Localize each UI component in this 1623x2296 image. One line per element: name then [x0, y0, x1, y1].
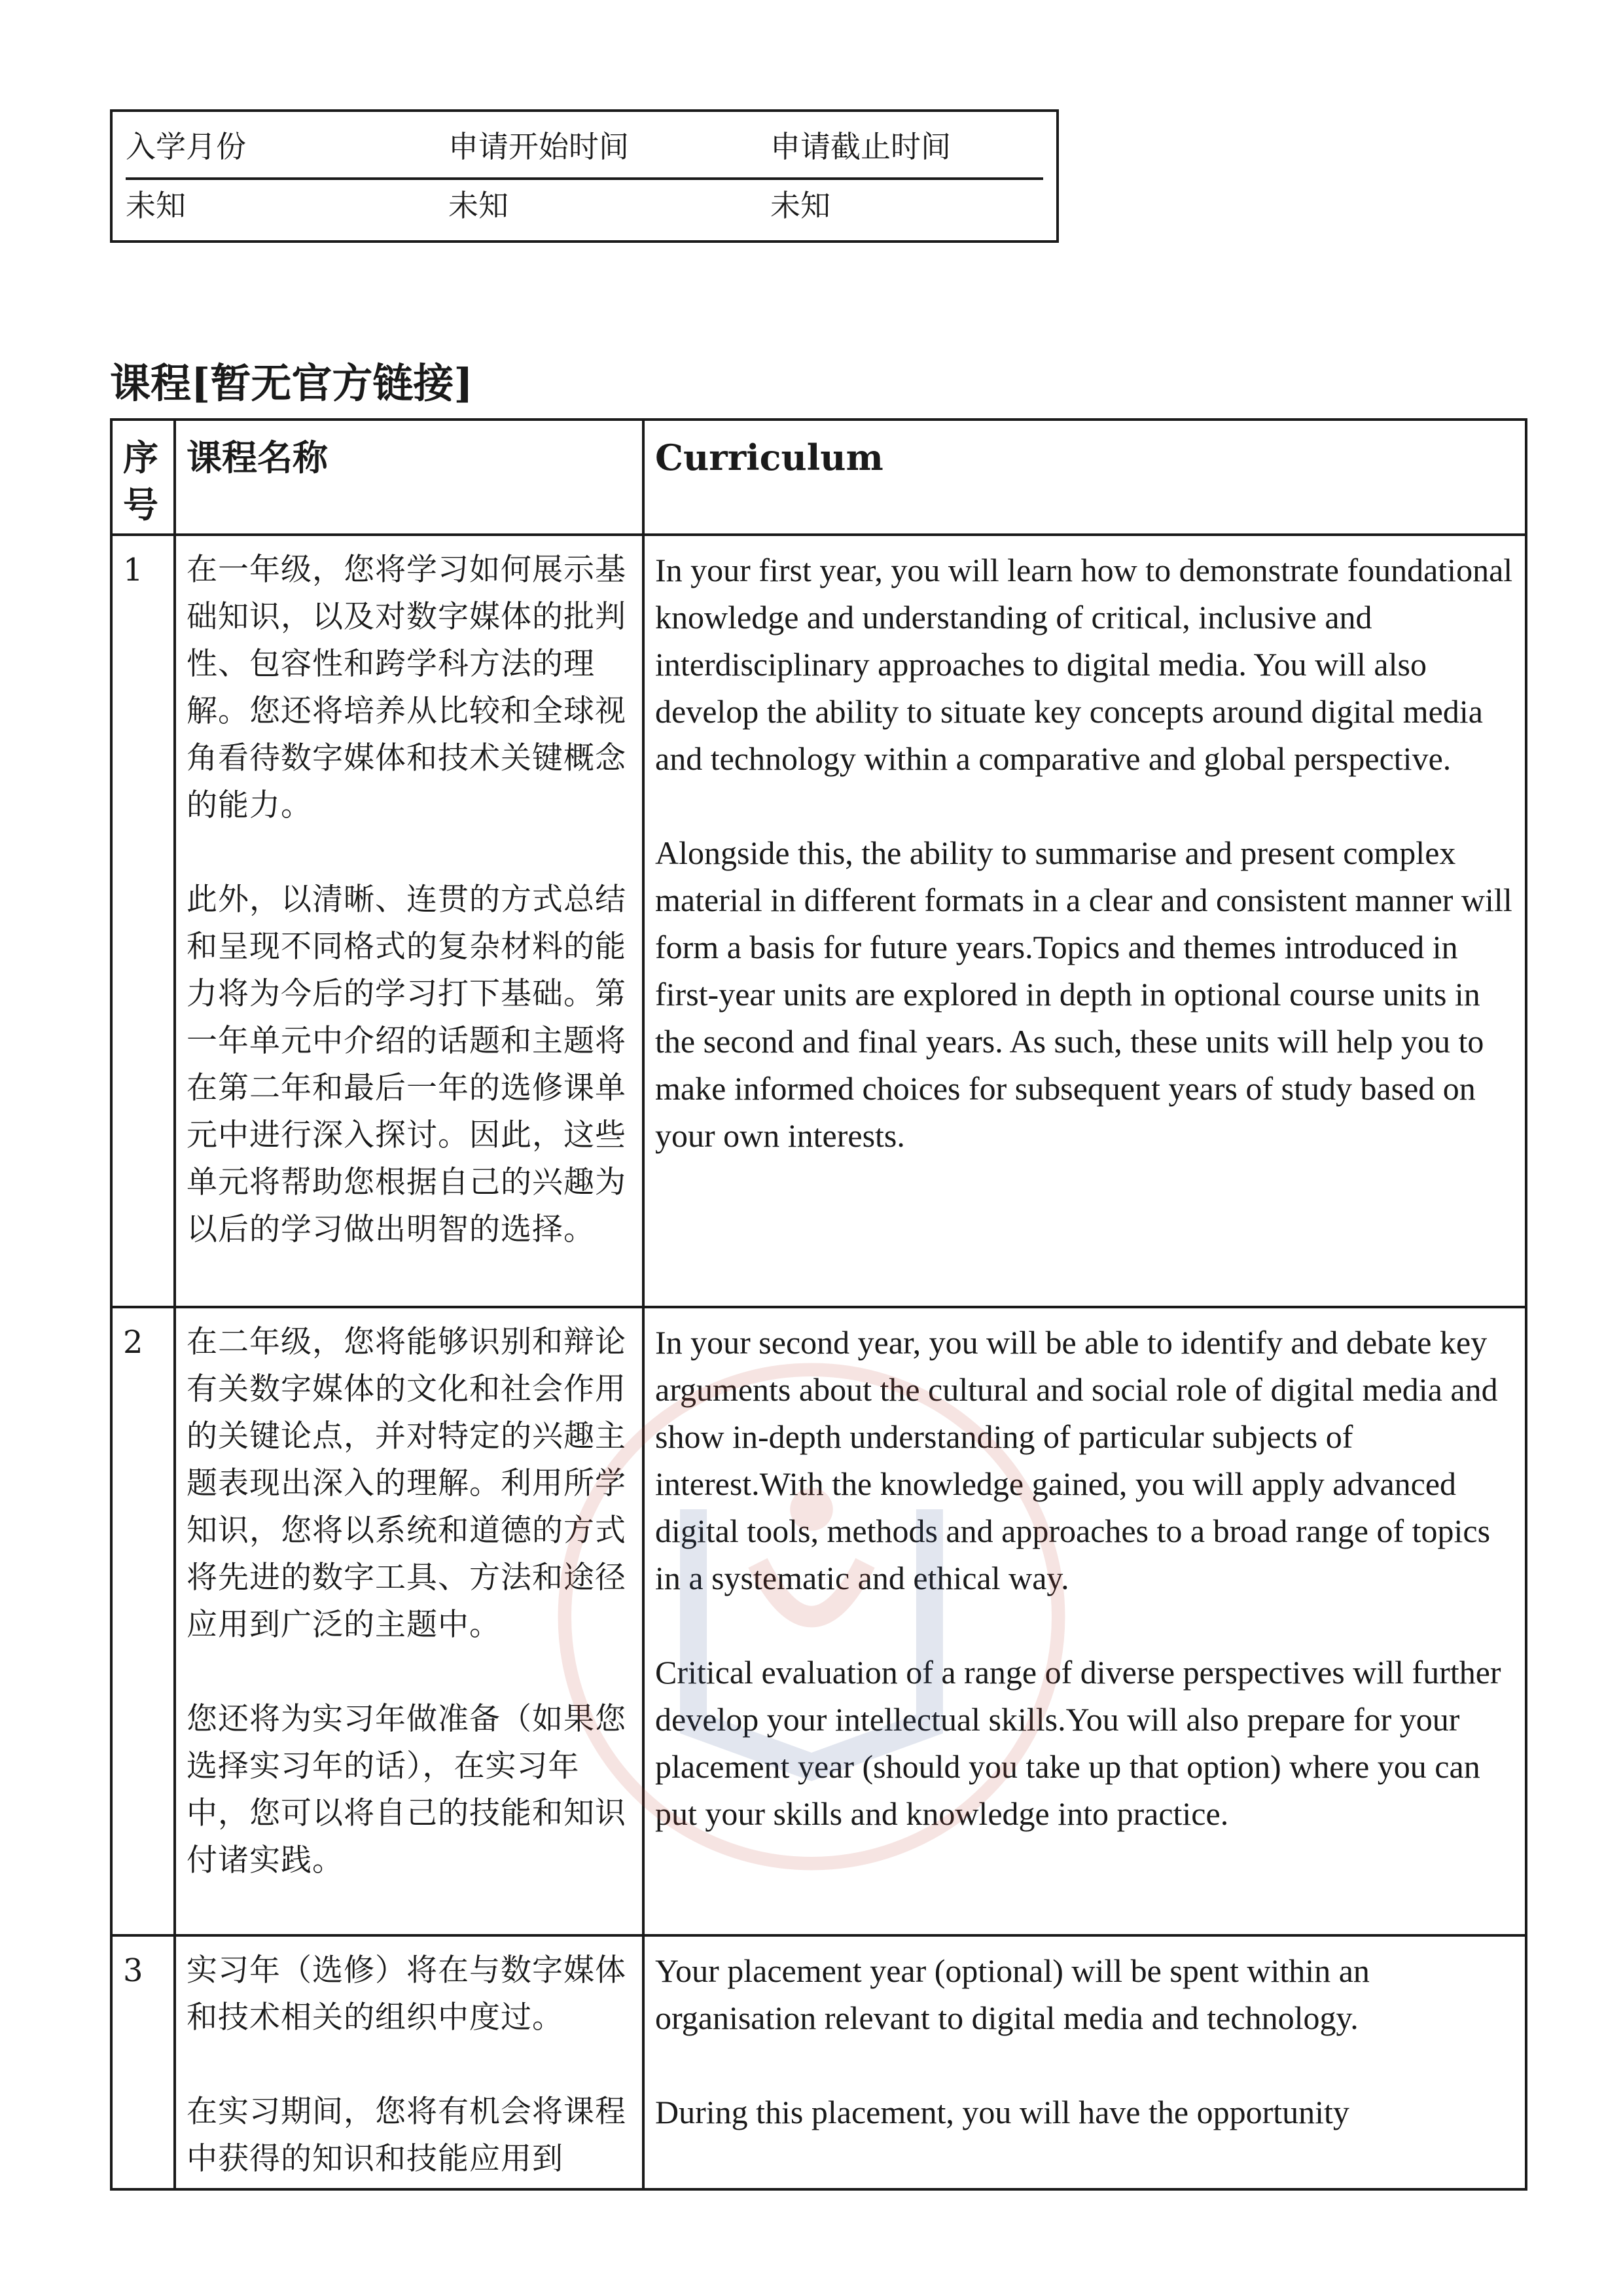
- row-course-cn: [175, 1935, 643, 2189]
- intake-value-start: 未知: [448, 188, 508, 223]
- row-course-en: [643, 1935, 1526, 2189]
- table-row: [111, 1935, 1526, 2189]
- paragraph: 您还将为实习年做准备（如果您选择实习年的话），在实习年中，您可以将自己的技能和知识付诸实践。: [187, 1701, 626, 1878]
- paragraph: In your second year, you will be able to identify and debate key arguments about the cultural and social role of digital media and show in-depth understanding of particular subjects of interest.With the knowledge gained, you will apply advanced digital tools, methods and approaches to a broad range of topics in a systematic and ethical way.: [655, 1324, 1498, 1596]
- row-number: 2: [111, 1307, 175, 1935]
- row-course-en: [643, 535, 1526, 1307]
- paragraph: Critical evaluation of a range of diverse perspectives will further develop your intellectual skills.You will also prepare for your placement year (should you take up that option) where you can put your skills and knowledge into practice.: [655, 1654, 1501, 1832]
- row-course-cn: [175, 535, 643, 1307]
- curriculum-section-title: 课程[暂无官方链接]: [110, 359, 473, 407]
- row-number: 3: [111, 1935, 175, 2189]
- paragraph: 在实习期间，您将有机会将课程中获得的知识和技能应用到: [187, 2094, 626, 2177]
- row-course-en: [643, 1307, 1526, 1935]
- header-curriculum: Curriculum: [643, 420, 1526, 535]
- paragraph: 在二年级，您将能够识别和辩论有关数字媒体的文化和社会作用的关键论点，并对特定的兴趣主题表现出深入的理解。利用所学知识，您将以系统和道德的方式将先进的数字工具、方法和途径应用到广泛的主题中。: [187, 1324, 626, 1643]
- intake-header-month: 入学月份: [126, 129, 246, 164]
- paragraph: 此外，以清晰、连贯的方式总结和呈现不同格式的复杂材料的能力将为今后的学习打下基础。第一年单元中介绍的话题和主题将在第二年和最后一年的选修课单元中进行深入探讨。因此，这些单元将帮助您根据自己的兴趣为以后的学习做出明智的选择。: [187, 882, 626, 1247]
- paragraph: In your first year, you will learn how to demonstrate foundational knowledge and understanding of critical, inclusive and interdisciplinary approaches to digital media. You will also develop the ability to situate key concepts around digital media and technology within a comparative and global perspective.: [655, 552, 1513, 777]
- table-row: [111, 535, 1526, 1307]
- row-number: 1: [111, 535, 175, 1307]
- curriculum-table: [110, 418, 1525, 2191]
- intake-header-start: 申请开始时间: [448, 129, 629, 164]
- intake-value-month: 未知: [126, 188, 186, 223]
- paragraph: 在一年级，您将学习如何展示基础知识，以及对数字媒体的批判性、包容性和跨学科方法的理解。您还将培养从比较和全球视角看待数字媒体和技术关键概念的能力。: [187, 552, 626, 823]
- paragraph: Your placement year (optional) will be spent within an organisation relevant to digital media and technology.: [655, 1952, 1370, 2036]
- paragraph: During this placement, you will have the opportunity: [655, 2094, 1349, 2130]
- intake-table: [110, 109, 1059, 243]
- table-row: [111, 1307, 1526, 1935]
- intake-value-deadline: 未知: [770, 188, 830, 223]
- header-no: 序号: [111, 420, 175, 535]
- intake-header-deadline: 申请截止时间: [770, 129, 951, 164]
- row-course-cn: [175, 1307, 643, 1935]
- table-header-row: [111, 420, 1526, 535]
- paragraph: 实习年（选修）将在与数字媒体和技术相关的组织中度过。: [187, 1952, 626, 2036]
- intake-divider: [126, 177, 1043, 180]
- header-course-name: 课程名称: [175, 420, 643, 535]
- paragraph: Alongside this, the ability to summarise and present complex material in different formats in a clear and consistent manner will form a basis for future years.Topics and themes introduced in first-year units are explored in depth in optional course units in the second and final years. As such, these units will help you to make informed choices for subsequent years of study based on your own interests.: [655, 834, 1512, 1154]
